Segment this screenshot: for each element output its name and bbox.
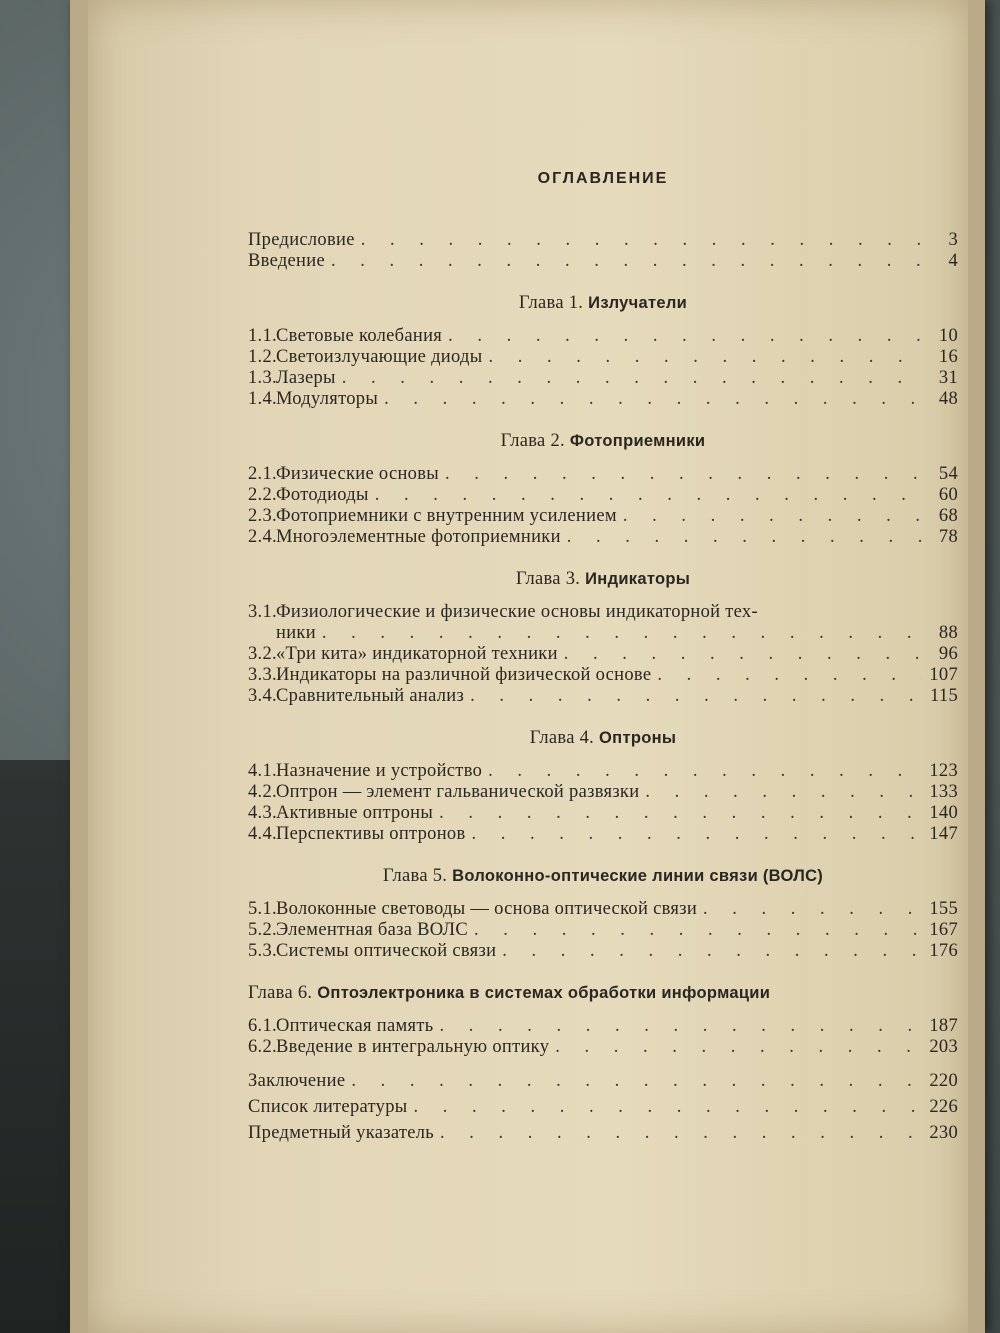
entry-page: 3 xyxy=(948,230,958,250)
entry-page: 176 xyxy=(929,941,958,961)
chapter-title: Оптроны xyxy=(599,729,677,747)
entry-page: 203 xyxy=(929,1037,958,1057)
toc-entry xyxy=(248,1016,958,1037)
chapter-title: Оптоэлектроника в системах обработки информации xyxy=(317,984,771,1002)
chapter-title: Волоконно-оптические линии связи (ВОЛС) xyxy=(452,867,824,885)
entry-page: 96 xyxy=(938,644,958,664)
entry-page: 187 xyxy=(929,1016,958,1036)
chapter-prefix: Глава 1. xyxy=(518,293,584,313)
entry-page: 167 xyxy=(929,920,958,940)
entry-label: Фотодиоды xyxy=(276,485,369,505)
entry-label: Физиологические и физические основы индикаторной тех- xyxy=(276,602,758,622)
entry-label: Оптическая память xyxy=(276,1016,434,1036)
chapter-heading xyxy=(248,727,958,749)
entry-number: 1.2. xyxy=(248,347,277,367)
entry-page: 226 xyxy=(929,1097,958,1117)
entry-number: 3.3. xyxy=(248,665,277,685)
toc-title: ОГЛАВЛЕНИЕ xyxy=(537,170,669,187)
entry-number: 2.4. xyxy=(248,527,277,547)
entry-label: Фотоприемники с внутренним усилением xyxy=(276,506,617,526)
entry-label: Элементная база ВОЛС xyxy=(276,920,468,940)
entry-label: «Три кита» индикаторной техники xyxy=(276,644,558,664)
toc-entry xyxy=(248,665,958,686)
toc-entry xyxy=(248,347,958,368)
toc-entry xyxy=(248,782,958,803)
entry-page: 220 xyxy=(929,1071,958,1091)
entry-label: Системы оптической связи xyxy=(276,941,497,961)
entry-label: Предметный указатель xyxy=(248,1123,435,1143)
entry-page: 123 xyxy=(929,761,958,781)
entry-label: Предисловие xyxy=(248,230,355,250)
toc-entry-continuation xyxy=(248,623,958,644)
chapter-heading xyxy=(248,568,958,590)
toc-entry xyxy=(248,485,958,506)
entry-number: 4.2. xyxy=(248,782,277,802)
entry-number: 4.4. xyxy=(248,824,277,844)
entry-number: 6.1. xyxy=(248,1016,277,1036)
entry-page: 78 xyxy=(938,527,958,547)
toc-entry xyxy=(248,920,958,941)
entry-label: Физические основы xyxy=(276,464,439,484)
entry-number: 1.3. xyxy=(248,368,277,388)
entry-number: 5.1. xyxy=(248,899,277,919)
entry-page: 107 xyxy=(929,665,958,685)
entry-label: Активные оптроны xyxy=(276,803,434,823)
chapter-title: Индикаторы xyxy=(585,570,691,588)
entry-number: 1.1. xyxy=(248,326,277,346)
entry-label: Оптрон — элемент гальванической развязки xyxy=(276,782,640,802)
entry-label: Волоконные световоды — основа оптической связи xyxy=(276,899,698,919)
chapter-heading xyxy=(248,982,958,1004)
entry-page: 133 xyxy=(929,782,958,802)
entry-label: Светоизлучающие диоды xyxy=(276,347,483,367)
chapter-heading xyxy=(248,292,958,314)
entry-number: 3.2. xyxy=(248,644,277,664)
toc-entry xyxy=(248,464,958,485)
entry-label: Назначение и устройство xyxy=(276,761,483,781)
toc-entry xyxy=(248,326,958,347)
entry-page: 88 xyxy=(938,623,958,643)
entry-label: Модуляторы xyxy=(276,389,379,409)
toc-entry xyxy=(248,686,958,707)
entry-number: 3.1. xyxy=(248,602,277,622)
entry-label: Перспективы оптронов xyxy=(276,824,466,844)
table-of-contents xyxy=(248,170,958,1146)
entry-page: 10 xyxy=(938,326,958,346)
toc-entry xyxy=(248,941,958,962)
entry-label: Список литературы xyxy=(248,1097,408,1117)
entry-page: 31 xyxy=(938,368,958,388)
entry-number: 4.1. xyxy=(248,761,277,781)
chapter-title: Излучатели xyxy=(588,294,688,312)
chapter-prefix: Глава 6. xyxy=(248,983,313,1003)
entry-page: 68 xyxy=(938,506,958,526)
toc-entry-index xyxy=(248,1120,958,1146)
toc-entry xyxy=(248,527,958,548)
chapter-prefix: Глава 4. xyxy=(529,728,595,748)
entry-page: 115 xyxy=(930,686,958,706)
entry-page: 230 xyxy=(929,1123,958,1143)
entry-page: 155 xyxy=(929,899,958,919)
toc-entry xyxy=(248,761,958,782)
toc-entry-conclusion xyxy=(248,1068,958,1094)
chapter-prefix: Глава 3. xyxy=(515,569,581,589)
entry-label-continued: ники xyxy=(276,623,316,643)
chapter-heading xyxy=(248,430,958,452)
toc-entry-preface xyxy=(248,230,958,251)
toc-entry xyxy=(248,824,958,845)
entry-number: 6.2. xyxy=(248,1037,277,1057)
entry-page: 147 xyxy=(929,824,958,844)
toc-entry xyxy=(248,602,958,623)
entry-number: 1.4. xyxy=(248,389,277,409)
entry-number: 3.4. xyxy=(248,686,277,706)
toc-entry xyxy=(248,1037,958,1058)
book-page xyxy=(88,0,968,1333)
toc-entry xyxy=(248,644,958,665)
entry-page: 4 xyxy=(948,251,958,271)
toc-entry xyxy=(248,803,958,824)
entry-label: Индикаторы на различной физической основе xyxy=(276,665,652,685)
toc-entry xyxy=(248,506,958,527)
chapter-title: Фотоприемники xyxy=(569,432,706,450)
entry-number: 5.3. xyxy=(248,941,277,961)
entry-label: Введение xyxy=(248,251,325,271)
chapter-prefix: Глава 5. xyxy=(382,866,448,886)
entry-page: 60 xyxy=(938,485,958,505)
toc-entry xyxy=(248,389,958,410)
entry-label: Введение в интегральную оптику xyxy=(276,1037,550,1057)
entry-number: 4.3. xyxy=(248,803,277,823)
entry-number: 5.2. xyxy=(248,920,277,940)
entry-page: 16 xyxy=(938,347,958,367)
entry-label: Заключение xyxy=(248,1071,346,1091)
entry-label: Лазеры xyxy=(276,368,336,388)
entry-label: Световые колебания xyxy=(276,326,443,346)
chapter-heading xyxy=(248,865,958,887)
toc-entry xyxy=(248,899,958,920)
toc-entry xyxy=(248,368,958,389)
toc-entry-intro xyxy=(248,251,958,272)
entry-number: 2.1. xyxy=(248,464,277,484)
entry-number: 2.2. xyxy=(248,485,277,505)
entry-label: Многоэлементные фотоприемники xyxy=(276,527,561,547)
toc-entry-references xyxy=(248,1094,958,1120)
entry-page: 48 xyxy=(938,389,958,409)
chapter-prefix: Глава 2. xyxy=(500,431,565,451)
entry-page: 54 xyxy=(938,464,958,484)
entry-page: 140 xyxy=(929,803,958,823)
entry-number: 2.3. xyxy=(248,506,277,526)
entry-label: Сравнительный анализ xyxy=(276,686,465,706)
